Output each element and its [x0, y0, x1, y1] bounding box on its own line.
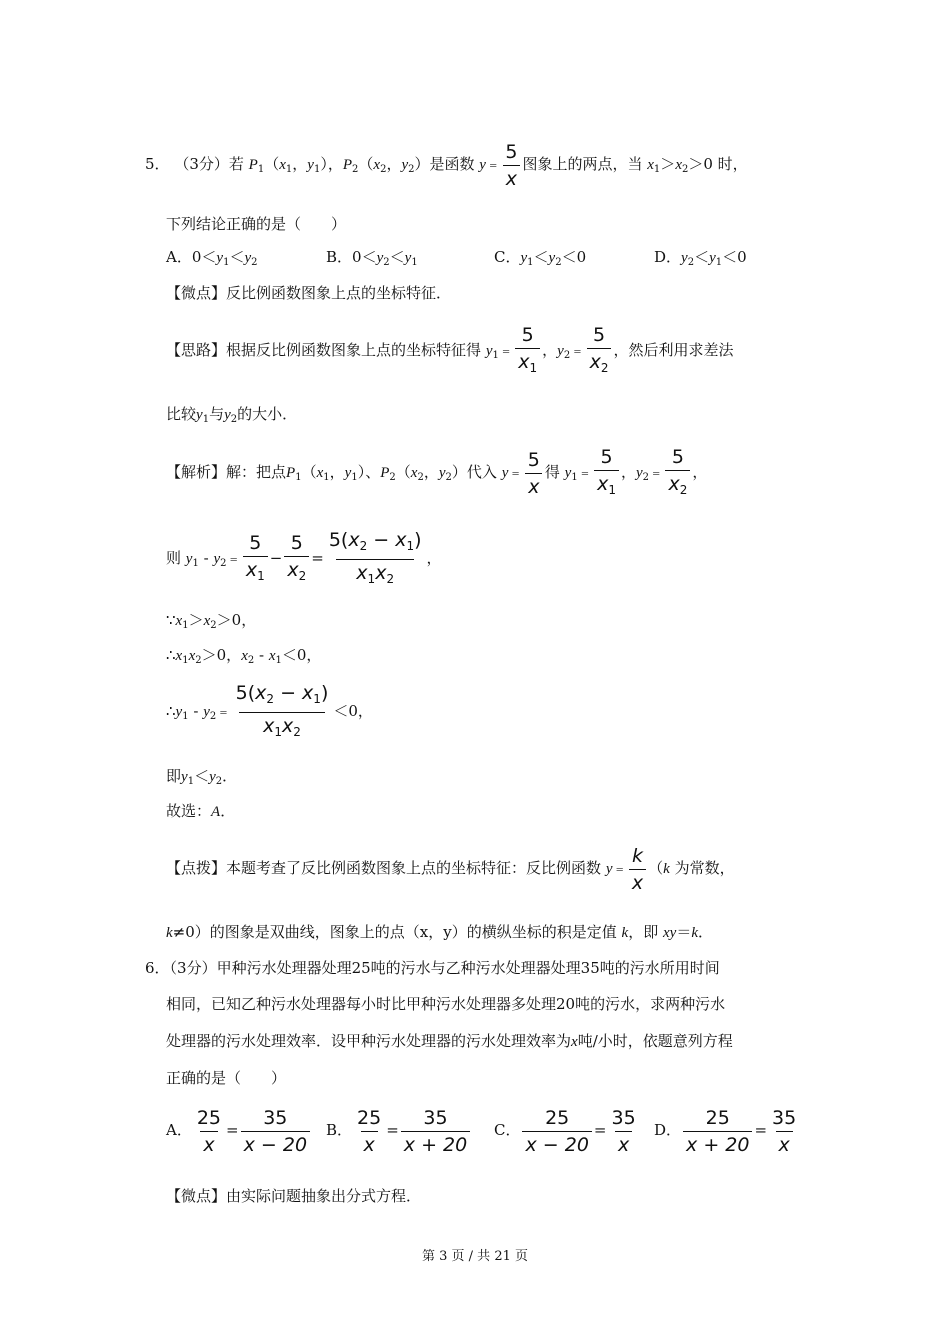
- q5-weidian: [166, 283, 451, 303]
- q6-number: 6．: [145, 959, 170, 977]
- q5-silu-label: 【思路】: [166, 341, 227, 359]
- q5-silu-frac2: $\frac{5}{x_2}$: [587, 324, 612, 379]
- page-footer: 第 3 页 / 共 21 页: [422, 1249, 528, 1264]
- q6-option-d: D． $\frac{25}{x + 20}$ = $\frac{35}{x}$: [654, 1106, 797, 1156]
- q6-weidian: [166, 1186, 421, 1206]
- q5-jiexi-frac1: $\frac{5}{x_1}$: [594, 446, 619, 501]
- q5-stem-line2: 下列结论正确的是（ ）: [166, 215, 347, 233]
- q5-silu-text: 根据反比例函数图象上点的坐标特征得: [226, 341, 482, 359]
- q5-jiexi: 【解析】解：把点$P_1(x_1$，$y_1$）、$P_2(x_2$，$y_2$）代入 y = $\frac{5}{x}$ 得 $y_1$ = $\frac{5}{x_1}$ ，$y_2$ = $\frac{5}{x_2}$ ，: [166, 444, 707, 500]
- q5-jiexi-frac2: $\frac{5}{x_2}$: [665, 446, 690, 501]
- q5-weidian-label: 【微点】: [166, 284, 227, 302]
- q5-silu-line2: 比较$y_1$与$y_2$的大小．: [166, 405, 298, 425]
- q6-weidian-label: 【微点】: [166, 1187, 227, 1205]
- q5-silu-end: 然后利用求差法: [628, 341, 734, 359]
- q5-option-b: B．$0<y_2<y_1$: [326, 248, 418, 268]
- q5-guxuan: 故选：A．: [166, 802, 236, 820]
- q6-line1: 6．（3分）甲种污水处理器处理25吨的污水与乙种污水处理器处理35吨的污水所用时间: [145, 959, 720, 977]
- q5-option-d: D．$y_2<y_1<0$: [654, 248, 747, 268]
- q6-line4: 正确的是（ ）: [166, 1069, 287, 1087]
- q6-weidian-text: 由实际问题抽象出分式方程．: [226, 1187, 422, 1205]
- q5-dianbo-line2: k≠0）的图象是双曲线，图象上的点（x，y）的横纵坐标的积是定值 k，即 xy＝k．: [166, 923, 714, 941]
- q5-option-c: C．$y_1<y_2<0$: [494, 248, 587, 268]
- q5-stem-line1: 5． （3分）若 $P_1(x_1$，$y_1$），$P_2(x_2$，$y_2$）是函数 y = $\frac{5}{x}$ 图象上的两点，当 $x_1>x_2>0$ 时，: [145, 140, 748, 190]
- q5-condition-end: 时，: [717, 155, 748, 173]
- q5-answer: A: [211, 804, 221, 820]
- q6-line3: 处理器的污水处理效率．设甲种污水处理器的污水处理效率为x吨/小时，依题意列方程: [166, 1032, 733, 1050]
- q5-condition-text: 图象上的两点，当: [522, 155, 643, 173]
- q6-line2: 相同，已知乙种污水处理器每小时比甲种污水处理器多处理20吨的污水，求两种污水: [166, 995, 726, 1013]
- q5-dianbo: 【点拨】本题考查了反比例函数图象上点的坐标特征：反比例函数 y = $\frac{k}{x}$ （k 为常数，: [166, 844, 735, 894]
- q6-option-b: B． $\frac{25}{x}$ = $\frac{35}{x + 20}$: [326, 1100, 472, 1160]
- q5-difference: 则 $y_1 - y_2$ = $\frac{5}{x_1}$ − $\frac{5}{x_2}$ = $\frac{5(x_2 - x_1)}{x_1x_2}$ ，: [166, 528, 442, 588]
- q5-function-fraction: $\frac{5}{x}$: [502, 141, 520, 190]
- q5-number: 5．: [145, 155, 170, 173]
- q6-option-c: C． $\frac{25}{x - 20}$ = $\frac{35}{x}$: [494, 1106, 636, 1156]
- q5-score: （3分）若: [174, 155, 244, 173]
- q5-weidian-text: 反比例函数图象上点的坐标特征．: [226, 284, 452, 302]
- q5-therefore2: $\therefore y_1 - y_2$ = $\frac{5(x_2 - x_1)}{x_1x_2}$ ＜0，: [166, 680, 373, 742]
- q5-ji: 即$y_1<y_2$．: [166, 767, 238, 787]
- q5-option-a: A．$0<y_1<y_2$: [166, 248, 258, 268]
- q5-silu-frac1: $\frac{5}{x_1}$: [515, 324, 540, 379]
- q5-dianbo-frac: $\frac{k}{x}$: [629, 845, 646, 894]
- q5-diff-result: $\frac{5(x_2 - x_1)}{x_1x_2}$: [326, 529, 425, 590]
- q5-therefore1: $\therefore x_1x_2>0$，$x_2 - x_1<0$，: [166, 646, 322, 666]
- q5-jiexi-label: 【解析】: [166, 463, 227, 481]
- q5-because: $\because x_1>x_2>0$，: [166, 611, 257, 631]
- q5-silu: 【思路】根据反比例函数图象上点的坐标特征得 $y_1$ = $\frac{5}{x_1}$ ，$y_2$ = $\frac{5}{x_2}$ ，然后利用求差法: [166, 322, 734, 378]
- q6-option-a: A． $\frac{25}{x}$ = $\frac{35}{x - 20}$: [166, 1100, 312, 1160]
- q5-dianbo-label: 【点拨】: [166, 859, 227, 877]
- q5-jiexi-frac0: $\frac{5}{x}$: [525, 449, 543, 498]
